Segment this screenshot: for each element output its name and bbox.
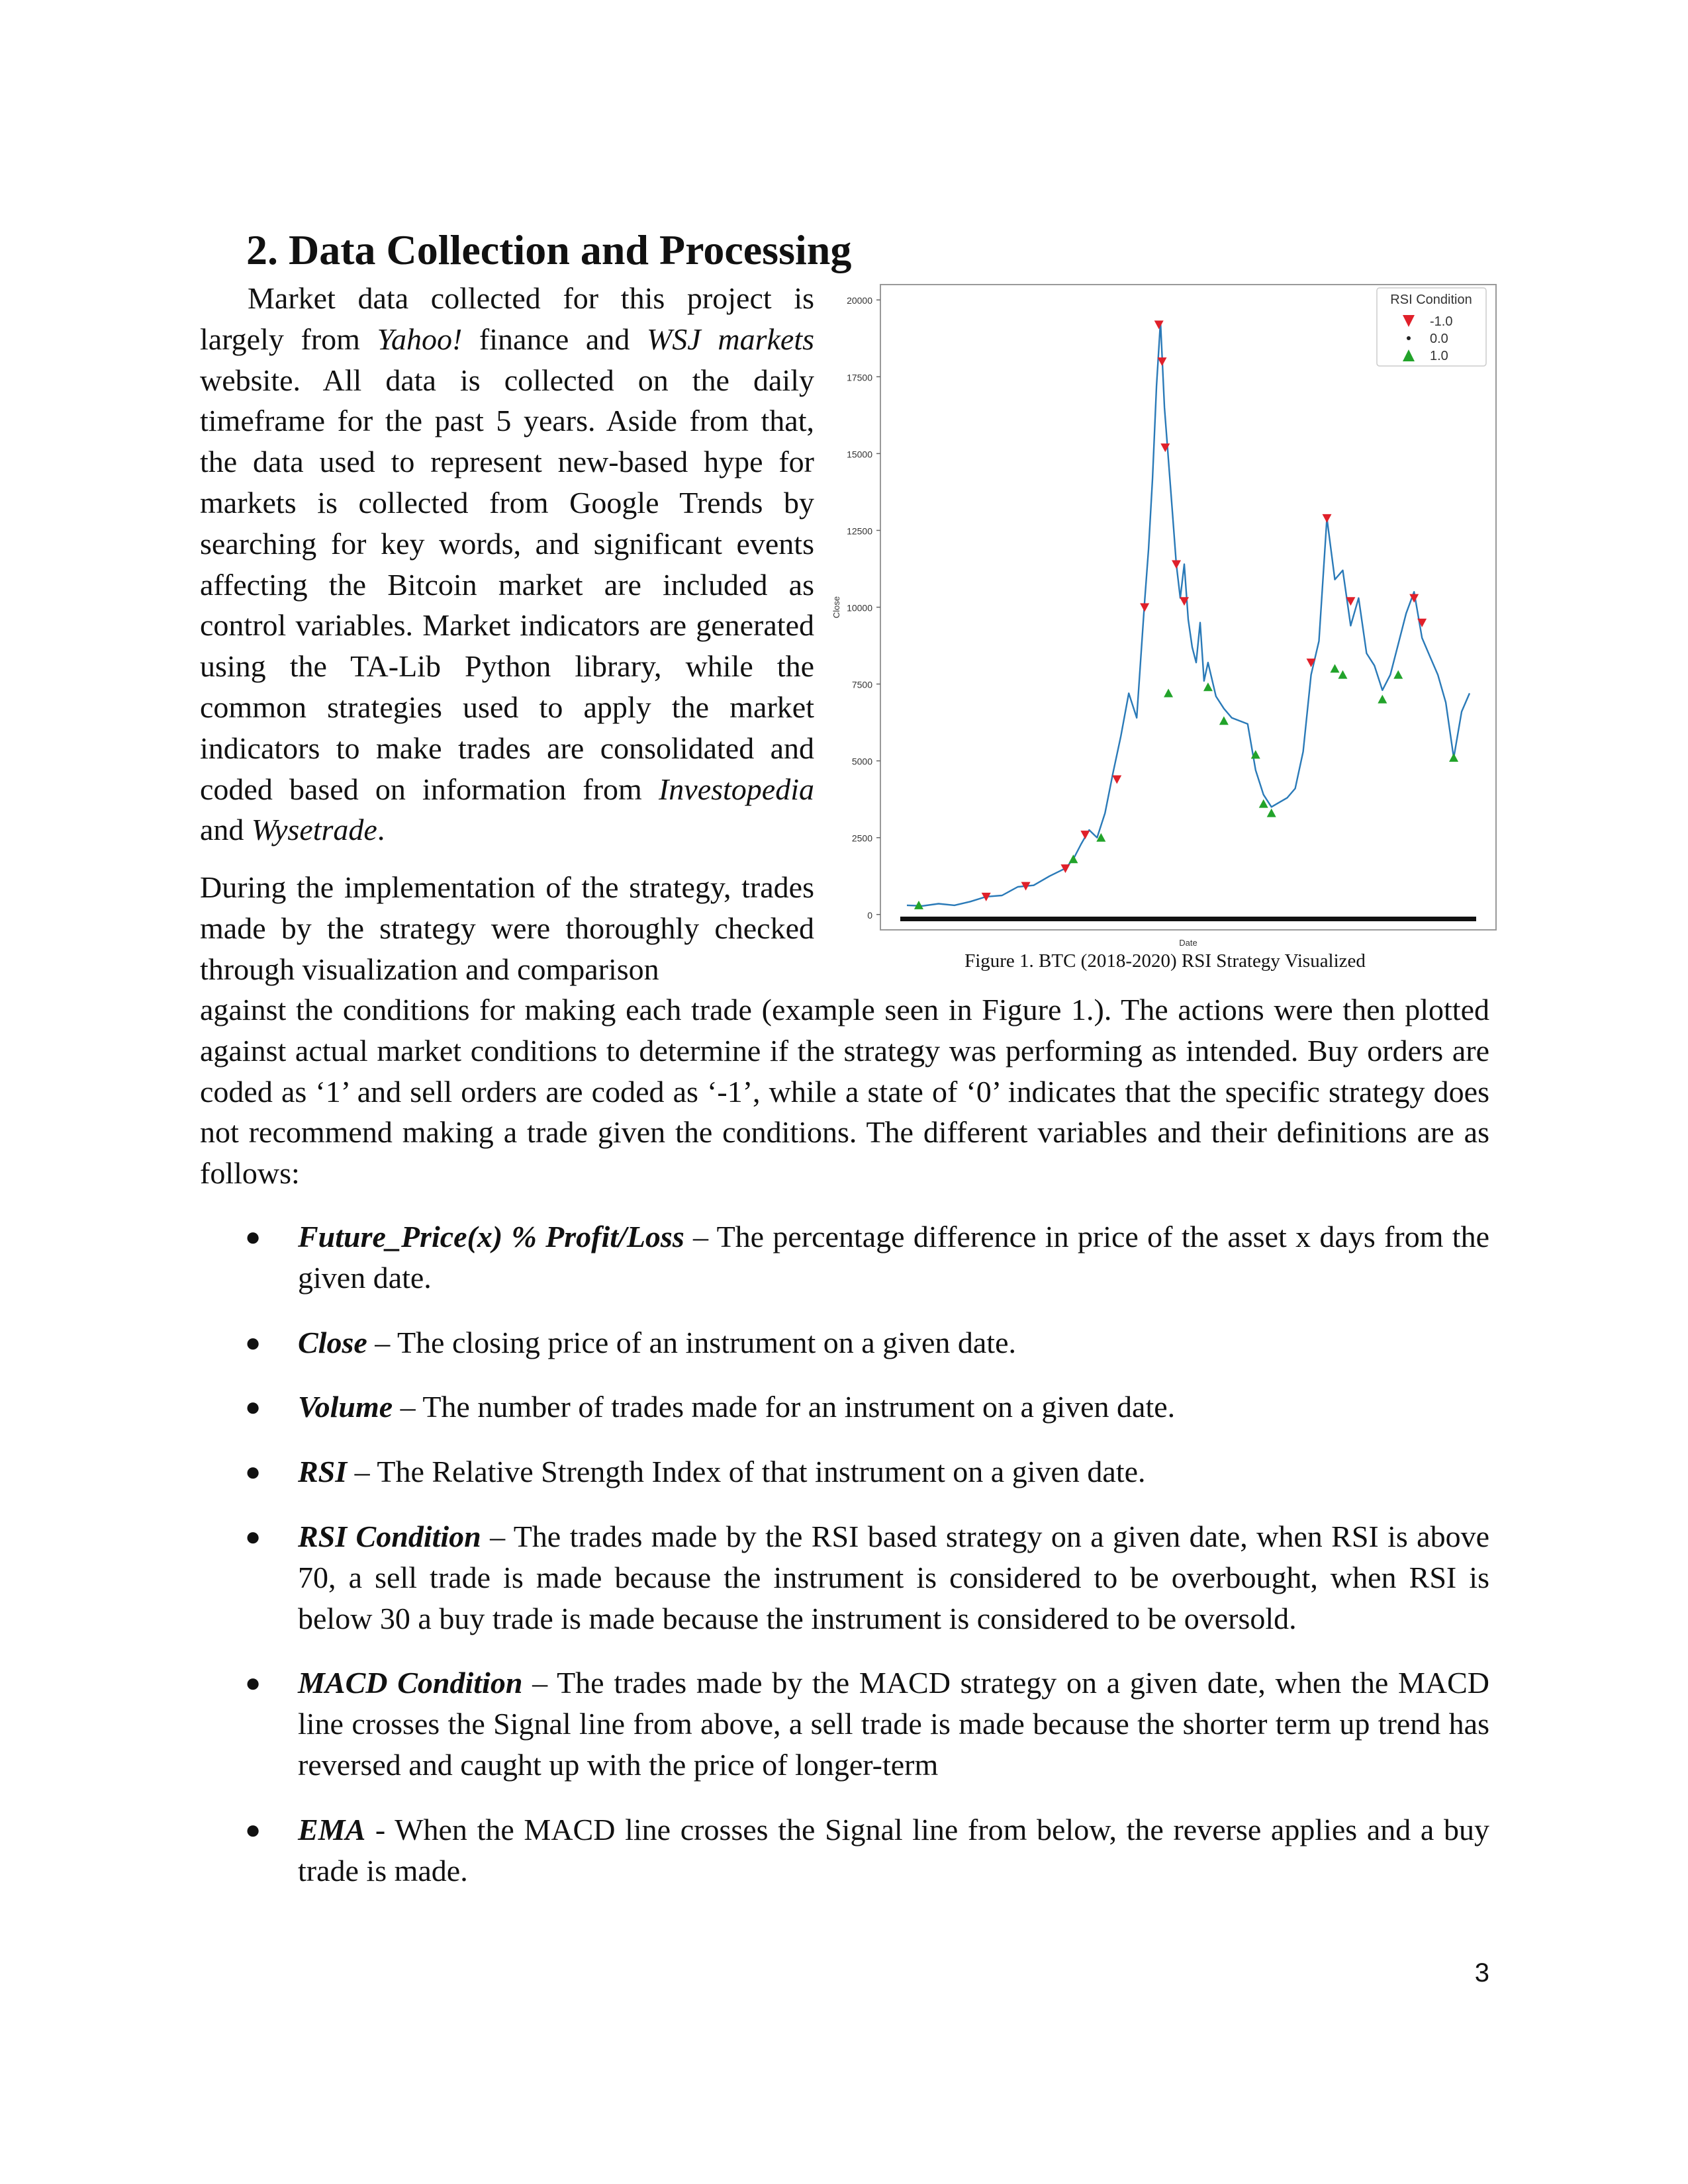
legend-title: RSI Condition [1390, 293, 1472, 307]
definition-separator: - [365, 1812, 395, 1846]
definition-term: RSI Condition [298, 1519, 481, 1553]
legend-entry-label: 1.0 [1430, 349, 1448, 363]
definition-term: RSI [298, 1455, 348, 1489]
paragraph-implementation-continued: against the conditions for making each trade (example seen in Figure 1.). The actions were then plotted against actual market conditions to determine if the strategy was performing as intended. Buy orders are coded as ‘1’ and sell orders are coded as ‘-1’, while a state of ‘0’ indicates that the specific strategy does not recommend making a trade given the conditions. The different variables and their definitions are as follows: [200, 993, 1489, 1191]
paragraph-data-sources [200, 278, 814, 850]
definition-term: Future_Price(x) % Profit/Loss [298, 1220, 684, 1253]
bullet-icon: ● [245, 1327, 261, 1357]
text-run: finance and [462, 322, 647, 356]
y-tick-label: 5000 [851, 756, 872, 767]
section-heading: 2. Data Collection and Processing [246, 226, 852, 273]
definition-term: Close [298, 1325, 367, 1359]
definition-separator: – [367, 1325, 397, 1359]
y-axis-label: Close [831, 596, 841, 619]
bullet-icon: ● [245, 1457, 261, 1487]
definition-text: The Relative Strength Index of that instrument on a given date. [377, 1455, 1146, 1489]
bullet-icon: ● [245, 1521, 261, 1551]
y-tick-label: 15000 [847, 449, 872, 460]
y-tick-label: 2500 [851, 833, 872, 844]
source-wysetrade: Wysetrade [251, 813, 377, 847]
definition-term: MACD Condition [298, 1666, 523, 1700]
text-run: . [377, 813, 385, 847]
definition-text: The closing price of an instrument on a given date. [397, 1325, 1017, 1359]
definition-item [200, 1809, 1489, 1891]
definition-text: The percentage difference in price of the asset x days from the given date. [298, 1220, 1489, 1295]
legend-entry-label: -1.0 [1430, 314, 1453, 329]
bullet-icon: ● [245, 1222, 261, 1251]
bullet-icon: ● [245, 1392, 261, 1422]
definition-separator: – [522, 1666, 557, 1700]
definition-separator: – [393, 1390, 423, 1424]
definition-term: Volume [298, 1390, 393, 1424]
variable-definitions-list [200, 1216, 1489, 1915]
definition-item [200, 1216, 1489, 1298]
source-investopedia: Investopedia [658, 772, 814, 806]
figure-caption: Figure 1. BTC (2018-2020) RSI Strategy Visualized [964, 950, 1366, 972]
page-number: 3 [1474, 1958, 1489, 1987]
y-tick-label: 0 [867, 909, 872, 921]
definition-text: The trades made by the RSI based strategy on a given date, when RSI is above 70, a sell trade is made because the instrument is considered to be overbought, when RSI is below 30 a buy trade is made because the instrument is considered to be oversold. [298, 1519, 1490, 1635]
y-tick-label: 10000 [847, 602, 872, 614]
source-yahoo: Yahoo! [377, 322, 463, 356]
definition-text: The number of trades made for an instrument on a given date. [422, 1390, 1176, 1424]
definition-item [200, 1516, 1489, 1639]
text-run: Market data collected for this project is largely from [200, 281, 814, 356]
definition-term: EMA [298, 1812, 366, 1846]
text-run: and [200, 813, 252, 847]
x-axis-date-band [900, 917, 1476, 921]
definition-text: When the MACD line crosses the Signal line from below, the reverse applies and a buy trade is made. [298, 1812, 1489, 1888]
text-run: website. All data is collected on the daily timeframe for the past 5 years. Aside from that, the data used to represent new-based hype for markets is collected from Google Trends by searching for key words, and significant events affecting the Bitcoin market are included as control variables. Market indicators are generated using the TA-Lib Python library, while the common strategies used to apply the market indicators to make trades are consolidated and coded based on information from [200, 363, 814, 806]
rsi-strategy-chart [827, 281, 1503, 950]
legend-none-icon [1407, 336, 1411, 340]
y-tick-label: 7500 [851, 679, 872, 690]
y-tick-label: 12500 [847, 525, 872, 537]
y-tick-label: 17500 [847, 372, 872, 383]
bullet-icon: ● [245, 1814, 261, 1844]
y-tick-label: 20000 [847, 295, 872, 306]
definition-item [200, 1387, 1489, 1428]
legend-entry-label: 0.0 [1430, 332, 1448, 346]
definition-separator: – [684, 1220, 717, 1253]
definition-separator: – [347, 1455, 377, 1489]
definition-item [200, 1322, 1489, 1363]
bullet-icon: ● [245, 1668, 261, 1698]
definition-text: The trades made by the MACD strategy on a given date, when the MACD line crosses the Signal line from above, a sell trade is made because the shorter term up trend has reversed and caught up with the price of longer-term [298, 1666, 1489, 1782]
source-wsj: WSJ markets [646, 322, 814, 356]
definition-item [200, 1662, 1489, 1785]
x-axis-label: Date [1179, 938, 1197, 948]
plot-frame [880, 285, 1496, 930]
figure-rsi-chart [827, 281, 1503, 950]
definition-separator: – [481, 1519, 514, 1553]
paragraph-implementation-start: During the implementation of the strategy, trades made by the strategy were thoroughly checked through visualization and comparison [200, 870, 814, 986]
definition-item [200, 1451, 1489, 1492]
